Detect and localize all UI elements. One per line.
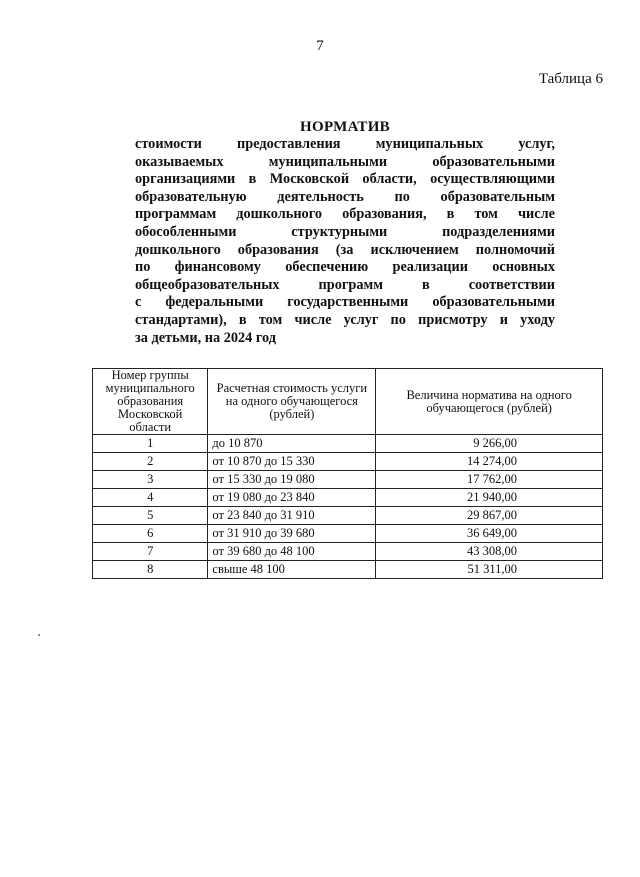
scan-speck — [38, 634, 40, 636]
table-row — [93, 471, 603, 489]
cell-group: 5 — [93, 507, 208, 525]
cell-norm: 29 867,00 — [376, 507, 603, 525]
header-norm-value: Величина норматива на одного обучающегося (рублей) — [376, 369, 603, 435]
cell-norm: 9 266,00 — [376, 435, 603, 453]
header-group-number: Номер группы муниципального образования Московской области — [93, 369, 208, 435]
cell-norm: 21 940,00 — [376, 489, 603, 507]
table-row — [93, 489, 603, 507]
cell-norm: 43 308,00 — [376, 543, 603, 561]
document-subtitle — [135, 136, 555, 347]
subtitle-line: организациями в Московской области, осуществляющими — [135, 171, 555, 188]
cell-group: 4 — [93, 489, 208, 507]
cell-range: от 31 910 до 39 680 — [208, 525, 376, 543]
table-header-row — [93, 369, 603, 435]
table-row — [93, 525, 603, 543]
cell-range: от 39 680 до 48 100 — [208, 543, 376, 561]
cell-group: 3 — [93, 471, 208, 489]
table-label: Таблица 6 — [538, 71, 603, 87]
subtitle-line: образовательную деятельность по образовательным — [135, 188, 555, 205]
cell-norm: 36 649,00 — [376, 525, 603, 543]
norm-table — [92, 368, 603, 579]
cell-range: свыше 48 100 — [208, 561, 376, 579]
cell-range: от 19 080 до 23 840 — [208, 489, 376, 507]
header-calculated-cost: Расчетная стоимость услуги на одного обучающегося (рублей) — [208, 369, 376, 435]
cell-range: от 10 870 до 15 330 — [208, 453, 376, 471]
subtitle-line: за детьми, на 2024 год — [135, 329, 276, 346]
subtitle-line: по финансовому обеспечению реализации основных — [135, 259, 555, 276]
cell-group: 7 — [93, 543, 208, 561]
table-row — [93, 435, 603, 453]
cell-norm: 17 762,00 — [376, 471, 603, 489]
cell-range: от 15 330 до 19 080 — [208, 471, 376, 489]
subtitle-line: общеобразовательных программ в соответствии — [135, 276, 555, 293]
cell-range: от 23 840 до 31 910 — [208, 507, 376, 525]
cell-group: 8 — [93, 561, 208, 579]
table-row — [93, 543, 603, 561]
subtitle-line: стоимости предоставления муниципальных услуг, — [135, 136, 555, 152]
subtitle-line: дошкольного образования (за исключением полномочий — [135, 241, 555, 258]
subtitle-line: обособленными структурными подразделениями — [135, 223, 555, 240]
table-row — [93, 453, 603, 471]
table-row — [93, 507, 603, 525]
cell-norm: 14 274,00 — [376, 453, 603, 471]
subtitle-line: программам дошкольного образования, в том числе — [135, 206, 555, 223]
page-number: 7 — [316, 38, 324, 54]
subtitle-line: стандартами), в том числе услуг по присмотру и уходу — [135, 311, 555, 328]
cell-group: 1 — [93, 435, 208, 453]
cell-group: 2 — [93, 453, 208, 471]
table-row — [93, 561, 603, 579]
document-title: НОРМАТИВ — [300, 119, 390, 135]
cell-range: до 10 870 — [208, 435, 376, 453]
cell-norm: 51 311,00 — [376, 561, 603, 579]
subtitle-line: с федеральными государственными образовательными — [135, 294, 555, 311]
cell-group: 6 — [93, 525, 208, 543]
subtitle-line: оказываемых муниципальными образовательными — [135, 153, 555, 170]
